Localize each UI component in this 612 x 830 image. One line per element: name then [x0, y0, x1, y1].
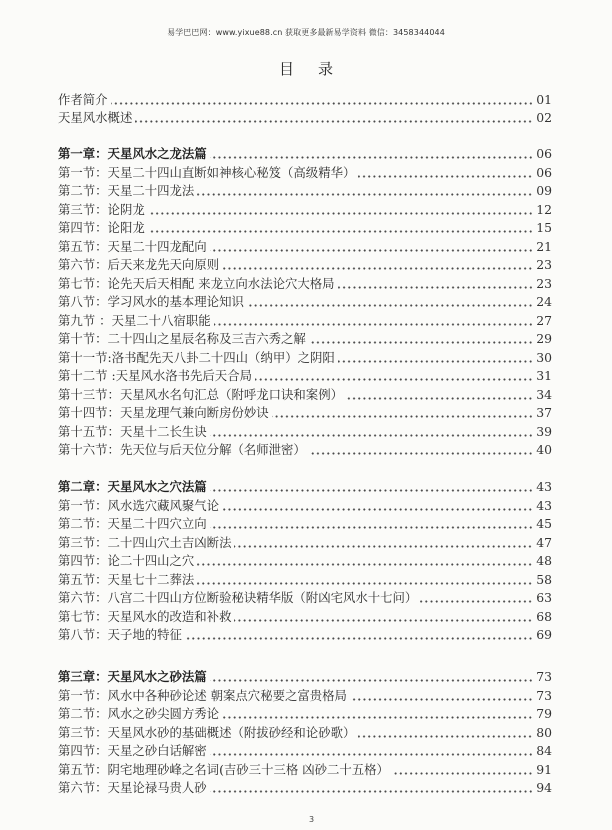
- dot-leader: [210, 679, 533, 682]
- toc-section[interactable]: [58, 312, 552, 330]
- section-label: 第十二节 :天星风水洛书先后天合局: [58, 368, 252, 383]
- toc-page-number: 79: [536, 706, 552, 721]
- section-label: 第五节：天星七十二葬法: [58, 571, 195, 587]
- section-label: 第十节：二十四山之星辰名称及三吉六秀之解: [58, 331, 306, 346]
- toc-page-number: 43: [536, 497, 552, 513]
- dot-leader: [358, 175, 533, 178]
- section-label: 第十三节：天星风水名句汇总（附呼龙口诀和案例）: [58, 386, 343, 402]
- toc-section[interactable]: [58, 742, 552, 760]
- dot-leader: [210, 790, 533, 793]
- toc-page-number: 12: [536, 201, 552, 217]
- dot-leader: [111, 102, 533, 105]
- toc-entry-author-intro[interactable]: [58, 91, 552, 109]
- dot-leader: [338, 286, 533, 289]
- section-label: 第三节：论阴龙: [58, 201, 145, 217]
- section-label: 第四节：论阳龙: [58, 220, 145, 235]
- toc-section[interactable]: [58, 552, 552, 570]
- toc-section[interactable]: [58, 779, 552, 797]
- dot-leader: [420, 600, 533, 603]
- dot-leader: [309, 452, 533, 455]
- dot-leader: [197, 582, 533, 585]
- toc-page-number: 23: [536, 257, 552, 272]
- toc-page-number: 73: [536, 669, 552, 684]
- section-label: 第十六节：先天位与后天位分解（名师泄密）: [58, 442, 306, 457]
- toc-entry-label: 天星风水概述: [58, 110, 133, 125]
- dot-leader: [210, 249, 533, 252]
- dot-leader: [197, 563, 533, 566]
- dot-leader: [210, 526, 533, 529]
- toc-page-number: 80: [536, 724, 552, 740]
- section-label: 第七节：论先天后天相配 来龙立向水法论穴大格局: [58, 275, 335, 291]
- section-label: 第十四节：天星龙理气兼向断房份妙诀: [58, 405, 269, 420]
- toc-chapter-2[interactable]: [58, 478, 552, 496]
- toc-page-number: 24: [536, 294, 552, 309]
- toc-section[interactable]: [58, 626, 552, 644]
- section-label: 第三节：二十四山穴土吉凶断法: [58, 534, 232, 550]
- toc-section[interactable]: [58, 589, 552, 607]
- toc-entry-overview[interactable]: [58, 109, 552, 127]
- page-number: 3: [309, 815, 315, 824]
- toc-section[interactable]: [58, 423, 552, 441]
- dot-leader: [346, 397, 533, 400]
- chapter-label: 第三章：天星风水之砂法篇: [58, 669, 207, 684]
- dot-leader: [135, 120, 533, 123]
- toc-page-number: 84: [536, 743, 552, 758]
- section-label: 第二节：天星二十四穴立向: [58, 516, 207, 531]
- dot-leader: [222, 267, 533, 270]
- toc-page-number: 69: [536, 627, 552, 642]
- toc-page-number: 29: [536, 331, 552, 346]
- toc-section[interactable]: [58, 182, 552, 200]
- dot-leader: [392, 772, 533, 775]
- dot-leader: [272, 415, 533, 418]
- toc-page-number: 58: [536, 571, 552, 587]
- toc-page-number: 27: [536, 312, 552, 328]
- toc-page-number: 30: [536, 349, 552, 365]
- toc-section[interactable]: [58, 534, 552, 552]
- toc-section[interactable]: [58, 497, 552, 515]
- toc-page-number: 37: [536, 405, 552, 420]
- toc-section[interactable]: [58, 238, 552, 256]
- dot-leader: [210, 489, 533, 492]
- toc-page-number: 34: [536, 386, 552, 402]
- section-label: 第五节：阴宅地理砂峰之名词(吉砂三十三格 凶砂二十五格）: [58, 761, 389, 777]
- toc-section[interactable]: [58, 515, 552, 533]
- toc-section[interactable]: [58, 687, 552, 705]
- dot-leader: [197, 193, 533, 196]
- toc-section[interactable]: [58, 201, 552, 219]
- section-label: 第八节：学习风水的基本理论知识: [58, 294, 244, 309]
- title-char-1: 目: [278, 60, 294, 78]
- toc-page-number: 47: [536, 534, 552, 550]
- toc-page-number: 91: [536, 761, 552, 777]
- toc-chapter-3[interactable]: [58, 668, 552, 686]
- section-label: 第六节：天星论禄马贵人砂: [58, 780, 207, 795]
- toc-section[interactable]: [58, 219, 552, 237]
- toc-section[interactable]: [58, 256, 552, 274]
- toc-section[interactable]: [58, 404, 552, 422]
- toc-section[interactable]: [58, 367, 552, 385]
- dot-leader: [255, 378, 533, 381]
- section-label: 第八节：天子地的特征: [58, 627, 182, 642]
- page-title: [0, 58, 612, 79]
- toc-page-number: 48: [536, 553, 552, 568]
- toc-page-number: 94: [536, 780, 552, 795]
- toc-page-number: 06: [536, 164, 552, 180]
- section-label: 第九节 ：天星二十八宿职能: [58, 312, 211, 328]
- toc-page-number: 39: [536, 423, 552, 439]
- dot-leader: [309, 341, 533, 344]
- toc-page-number: 23: [536, 275, 552, 291]
- dot-leader: [185, 637, 533, 640]
- section-label: 第六节：后天来龙先天向原则: [58, 257, 220, 272]
- dot-leader: [234, 545, 533, 548]
- toc-chapter-1[interactable]: [58, 145, 552, 163]
- toc-page-number: 02: [536, 110, 552, 125]
- chapter-label: 第一章：天星风水之龙法篇: [58, 146, 207, 161]
- dot-leader: [247, 304, 533, 307]
- toc-section[interactable]: [58, 724, 552, 742]
- section-label: 第一节：风水中各种砂论述 朝案点穴秘要之富贵格局: [58, 687, 347, 703]
- section-label: 第二节：风水之砂尖圆方秀论: [58, 706, 220, 721]
- toc-section[interactable]: [58, 330, 552, 348]
- header-watermark: 易学巴巴网：www.yixue88.cn 获取更多最新易学资料 微信：3458344044: [167, 28, 445, 37]
- dot-leader: [222, 716, 533, 719]
- dot-leader: [210, 434, 533, 437]
- dot-leader: [234, 619, 533, 622]
- section-label: 第十一节:洛书配先天八卦二十四山（纳甲）之阴阳: [58, 349, 335, 365]
- section-label: 第一节：天星二十四山直断如神核心秘笈（高级精华）: [58, 164, 356, 180]
- section-label: 第一节：风水选穴藏风聚气论: [58, 497, 220, 513]
- section-label: 第七节：天星风水的改造和补救: [58, 608, 232, 624]
- dot-leader: [210, 753, 533, 756]
- dot-leader: [148, 230, 533, 233]
- section-label: 第二节：天星二十四龙法: [58, 183, 195, 198]
- toc-page-number: 43: [536, 479, 552, 494]
- toc-section[interactable]: [58, 705, 552, 723]
- toc-page-number: 31: [536, 368, 552, 383]
- title-char-2: 录: [318, 60, 334, 78]
- toc-page-number: 40: [536, 442, 552, 457]
- toc-page-number: 68: [536, 608, 552, 624]
- section-label: 第四节：论二十四山之穴: [58, 553, 195, 568]
- toc-section[interactable]: [58, 349, 552, 367]
- toc-page-number: 45: [536, 516, 552, 531]
- section-label: 第五节：天星二十四龙配向: [58, 238, 207, 254]
- toc-section[interactable]: [58, 608, 552, 626]
- toc-page-number: 15: [536, 220, 552, 235]
- toc-section[interactable]: [58, 293, 552, 311]
- toc-section[interactable]: [58, 441, 552, 459]
- toc-section[interactable]: [58, 164, 552, 182]
- toc-section[interactable]: [58, 386, 552, 404]
- section-label: 第六节：八宫二十四山方位断验秘诀精华版（附凶宅风水十七问）: [58, 590, 418, 605]
- dot-leader: [148, 212, 533, 215]
- toc-section[interactable]: [58, 571, 552, 589]
- toc-page-number: 73: [536, 687, 552, 703]
- section-label: 第四节：天星之砂白话解密: [58, 743, 207, 758]
- dot-leader: [214, 323, 533, 326]
- dot-leader: [222, 508, 533, 511]
- dot-leader: [210, 156, 533, 159]
- dot-leader: [338, 360, 533, 363]
- section-label: 第十五节：天星十二长生诀: [58, 423, 207, 439]
- toc-page-number: 01: [536, 92, 552, 107]
- toc-page-number: 09: [536, 183, 552, 198]
- toc-page-number: 06: [536, 146, 552, 161]
- dot-leader: [358, 735, 533, 738]
- section-label: 第三节：天星风水砂的基础概述（附拔砂经和论砂歌）: [58, 724, 356, 740]
- toc-entry-label: 作者简介: [58, 92, 108, 107]
- toc-page-number: 63: [536, 590, 552, 605]
- dot-leader: [350, 698, 533, 701]
- toc-section[interactable]: [58, 275, 552, 293]
- toc-section[interactable]: [58, 761, 552, 779]
- toc-page-number: 21: [536, 238, 552, 254]
- chapter-label: 第二章：天星风水之穴法篇: [58, 479, 207, 494]
